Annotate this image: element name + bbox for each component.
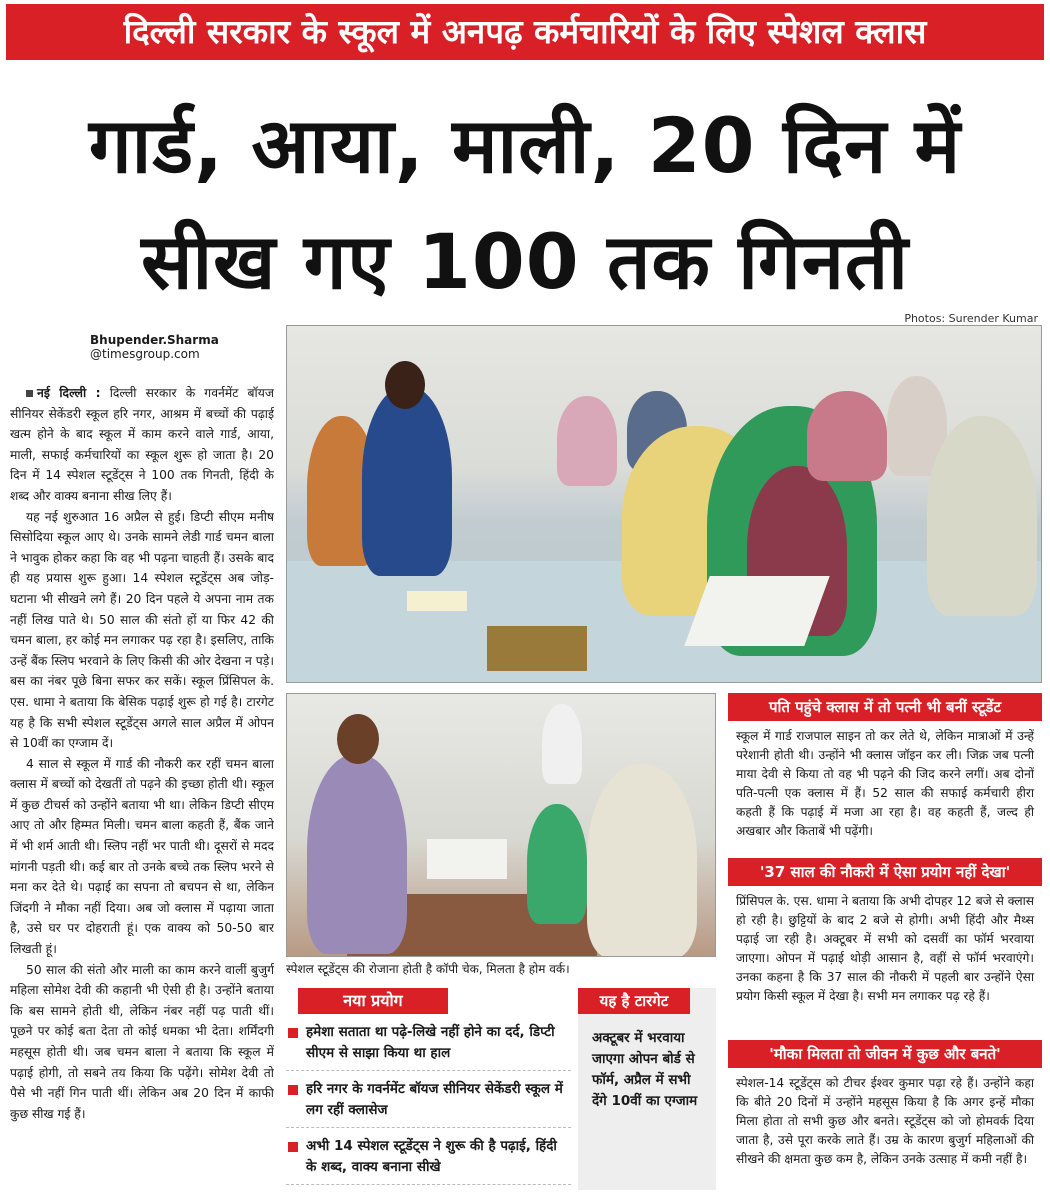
sidebar-text: प्रिंसिपल के. एस. धामा ने बताया कि अभी दोपहर 12 बजे से क्लास हो रही है। छुट्टियों के बाद 2 बजे से होगी। अभी हिंदी और मैथ्स पढ़ाई जा रही है। अक्टूबर में सभी को दसवीं का फॉर्म भरवाया जाएगा। ओपन में पढ़ाई थोड़ी आसान है, वहीं से फॉर्म भरवाएंगे। उनका कहना है कि 37 साल की नौकरी में पहली बार उन्होंने ऐसा प्रयोग किसी स्कूल में देखा है। सभी मन लगाकर पढ़ रहे हैं। bbox=[736, 894, 1035, 1003]
teacher-photo bbox=[286, 693, 716, 957]
target-text: अक्टूबर में भरवाया जाएगा ओपन बोर्ड से फॉर्म, अप्रैल में सभी देंगे 10वीं का एग्जाम bbox=[592, 1030, 698, 1109]
square-bullet-icon bbox=[26, 390, 33, 397]
sidebar-text: स्पेशल-14 स्टूडेंट्स को टीचर ईश्वर कुमार पढ़ा रहे हैं। उन्होंने कहा कि बीते 20 दिनों में उन्होंने महसूस किया है कि अगर इन्हें मौका मिला होता तो सभी कुछ और बनते। स्टूडेंट्स को जो होमवर्क दिया जाता है, उसे पूरा करके लाते हैं। उम्र के कारण बुजुर्ग महिलाओं की सीखने की क्षमता कुछ कम है, लेकिन उनके उत्साह में कमी नहीं है। bbox=[736, 1076, 1034, 1166]
student-head bbox=[385, 361, 425, 409]
sidebar-story bbox=[728, 858, 1042, 1006]
author-handle: @timesgroup.com bbox=[90, 347, 200, 361]
photo-caption: स्पेशल स्टूडेंट्स की रोजाना होती है कॉपी चेक, मिलता है होम वर्क। bbox=[286, 962, 570, 976]
article-paragraph: 4 साल से स्कूल में गार्ड की नौकरी कर रहीं चमन बाला क्लास में बच्चों को देखतीं तो पढ़ने की इच्छा होती थी। स्कूल में कुछ टीचर्स को उन्होंने बताया भी था। लेकिन डिप्टी सीएम आए तो और हिम्मत मिली। चमन बाला कहती हैं, बैंक जाने में भी शर्म आती थी। स्लिप नहीं भर पाती थी। दूसरों से मदद मांगनी पड़ती थी। कई बार तो उनके बच्चे तक स्लिप भरने से मना कर देते थे। पढ़ाई का सपना तो बचपन से था, लेकिन जिंदगी ने मौका नहीं दिया। अब जो क्लास में पढ़ाया जाता है, उसे घर पर दोहराती हूं। एक वाक्य को 50-50 बार लिखती हूं। bbox=[10, 756, 274, 957]
sidebar-story bbox=[728, 693, 1042, 841]
headline bbox=[10, 88, 1040, 320]
article-paragraph: 50 साल की संतो और माली का काम करने वालीं बुजुर्ग महिला सोमेश देवी की कहानी भी ऐसी ही है। उन्होंने बताया कि बस सामने होती थी, लेकिन नंबर नहीं पढ़ पाती थीं। पूछने पर कोई बता देता तो कोई धमका भी देता। शर्मिंदगी महसूस होती थी। जब चमन बाला ने बताया कि स्कूल में पढ़ाई होगी, तो सबने तय किया कि पढ़ेंगे। सोमेश देवी तो पैसे भी नहीं गिन पाती थीं। लेकिन अब 20 दिन में काफी कुछ सीख गई हैं। bbox=[10, 962, 274, 1121]
naya-prayog-title: नया प्रयोग bbox=[298, 988, 448, 1014]
byline bbox=[90, 333, 290, 361]
copy-paper bbox=[427, 839, 507, 879]
list-item: अभी 14 स्पेशल स्टूडेंट्स ने शुरू की है पढ़ाई, हिंदी के शब्द, वाक्य बनाना सीखे bbox=[286, 1136, 571, 1185]
pencil-box bbox=[407, 591, 467, 611]
sidebar-text: स्कूल में गार्ड राजपाल साइन तो कर लेते थे, लेकिन मात्राओं में उन्हें परेशानी होती थी। उन्होंने भी क्लास जॉइन कर ली। जिक्र जब पत्नी माया देवी से किया तो वह भी पढ़ने की जिद करने लगीं। अब दोनों पति-पत्नी एक क्लास में हैं। 52 साल की सफाई कर्मचारी हीरा कहती हैं कि पढ़ाई में मजा आ रहा है। वह कहती हैं, जल्द ही अखबार और किताबें भी पढ़ेंगी। bbox=[736, 729, 1034, 838]
student-figure bbox=[927, 416, 1037, 616]
naya-prayog-list bbox=[286, 1022, 571, 1185]
sidebar-title: 'मौका मिलता तो जीवन में कुछ और बनते' bbox=[728, 1040, 1042, 1068]
student-figure bbox=[587, 764, 697, 957]
student-figure bbox=[807, 391, 887, 481]
article-body bbox=[10, 383, 274, 1193]
list-item: हमेशा सताता था पढ़े-लिखे नहीं होने का दर्द, डिप्टी सीएम से साझा किया था हाल bbox=[286, 1022, 571, 1071]
article-paragraph: यह नई शुरुआत 16 अप्रैल से हुई। डिप्टी सीएम मनीष सिसोदिया स्कूल आए थे। उनके सामने लेडी गार्ड चमन बाला ने भावुक होकर कहा कि वह भी पढ़ना चाहती हैं। उसके बाद ही यह प्रयास शुरू हुआ। 14 स्पेशल स्टूडेंट्स अब जोड़-घटाना भी सीखने लगे हैं। 20 दिन पहले ये अपना नाम तक नहीं लिख पाते थे। 50 साल की संतो हों या फिर 42 की चमन बाला, हर कोई मन लगाकर पढ़ रहा है। इसलिए, ताकि उन्हें बैंक स्लिप भरवाने के लिए किसी की ओर देखना न पड़े। बस का नंबर पूछे बिना सफर कर सकें। स्कूल प्रिंसिपल के. एस. धामा ने बताया कि बेसिक पढ़ाई शुरू हो गई है। टारगेट यह है कि सभी स्पेशल स्टूडेंट्स अगले साल अप्रैल में ओपन से 10वीं का एग्जाम दें। bbox=[10, 509, 274, 751]
book bbox=[487, 626, 587, 671]
top-banner: दिल्ली सरकार के स्कूल में अनपढ़ कर्मचारियों के लिए स्पेशल क्लास bbox=[6, 4, 1044, 60]
student-figure bbox=[362, 386, 452, 576]
sidebar-title: '37 साल की नौकरी में ऐसा प्रयोग नहीं देखा' bbox=[728, 858, 1042, 886]
naya-prayog-box bbox=[286, 988, 571, 1190]
target-title: यह है टारगेट bbox=[578, 988, 690, 1014]
student-figure bbox=[542, 704, 582, 784]
author-name: Bhupender.Sharma bbox=[90, 333, 219, 347]
photo-credit: Photos: Surender Kumar bbox=[904, 312, 1038, 325]
list-item: हरि नगर के गवर्नमेंट बॉयज सीनियर सेकेंडरी स्कूल में लग रहीं क्लासेज bbox=[286, 1079, 571, 1128]
sidebar-title: पति पहुंचे क्लास में तो पत्नी भी बनीं स्टूडेंट bbox=[728, 693, 1042, 721]
sidebar-story bbox=[728, 1040, 1042, 1169]
dateline: नई दिल्ली : bbox=[37, 386, 101, 400]
notebook bbox=[684, 576, 829, 646]
teacher-head bbox=[337, 714, 379, 764]
headline-line-2: सीख गए 100 तक गिनती bbox=[141, 217, 909, 306]
headline-line-1: गार्ड, आया, माली, 20 दिन में bbox=[88, 101, 962, 190]
target-box bbox=[578, 988, 716, 1190]
teacher-figure bbox=[307, 754, 407, 954]
student-figure bbox=[527, 804, 587, 924]
article-paragraph: दिल्ली सरकार के गवर्नमेंट बॉयज सीनियर सेकेंडरी स्कूल हरि नगर, आश्रम में बच्चों की पढ़ाई खत्म होने के बाद स्कूल में काम करने वाले गार्ड, आया, माली, सफाई कर्मचारियों का स्कूल शुरू हो जाता है। 20 दिन में 14 स्पेशल स्टूडेंट्स ने 100 तक गिनती, हिंदी के शब्द और वाक्य बनाना सीख लिए हैं। bbox=[10, 386, 274, 503]
student-figure bbox=[557, 396, 617, 486]
classroom-photo bbox=[286, 325, 1042, 683]
